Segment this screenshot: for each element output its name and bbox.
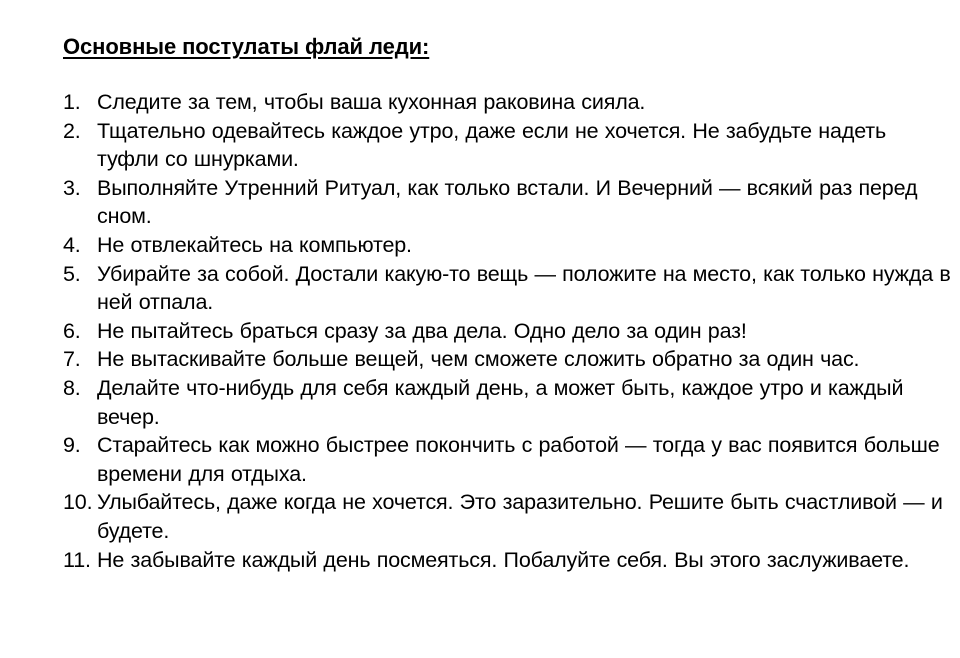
list-item — [63, 88, 952, 117]
list-item — [63, 345, 952, 374]
list-item-text: Не забывайте каждый день посмеяться. Побалуйте себя. Вы этого заслуживаете. — [97, 547, 910, 572]
list-item-number: 9. — [63, 433, 81, 458]
list-item — [63, 260, 952, 317]
list-item-number: 2. — [63, 118, 81, 143]
list-item-number: 5. — [63, 261, 81, 286]
list-item-text: Не пытайтесь браться сразу за два дела. Одно дело за один раз! — [97, 318, 747, 343]
list-item-number: 4. — [63, 232, 81, 257]
list-item-text: Старайтесь как можно быстрее покончить с работой — тогда у вас появится больше времени для отдыха. — [97, 433, 940, 486]
list-item — [63, 174, 952, 231]
list-item-text: Делайте что-нибудь для себя каждый день, а может быть, каждое утро и каждый вечер. — [97, 375, 904, 429]
list-item-number: 11. — [63, 547, 91, 572]
list-item-text: Тщательно одевайтесь каждое утро, даже если не хочется. Не забудьте надеть туфли со шнурками. — [97, 118, 887, 172]
list-item-text: Убирайте за собой. Достали какую-то вещь — положите на место, как только нужда в ней отпала. — [97, 261, 951, 315]
list-item — [63, 231, 952, 260]
list-item-number: 10. — [63, 490, 93, 515]
list-item — [63, 374, 952, 431]
list-item-text: Не вытаскивайте больше вещей, чем сможете сложить обратно за один час. — [97, 347, 860, 372]
list-item-text: Не отвлекайтесь на компьютер. — [97, 232, 412, 257]
list-item-text: Следите за тем, чтобы ваша кухонная раковина сияла. — [97, 90, 646, 114]
list-item-number: 1. — [63, 90, 81, 114]
postulates-list — [63, 88, 952, 574]
list-item — [63, 488, 952, 545]
list-item-number: 7. — [63, 347, 81, 372]
list-item-text: Выполняйте Утренний Ритуал, как только встали. И Вечерний — всякий раз перед сном. — [97, 175, 918, 229]
list-item — [63, 117, 952, 174]
list-item-number: 3. — [63, 175, 81, 200]
list-item — [63, 317, 952, 346]
list-item-number: 6. — [63, 318, 81, 343]
document-title: Основные постулаты флай леди: — [63, 34, 430, 59]
list-item-number: 8. — [63, 375, 81, 400]
list-item-text: Улыбайтесь, даже когда не хочется. Это заразительно. Решите быть счастливой — и будете. — [97, 490, 943, 543]
list-item — [63, 546, 952, 575]
list-item — [63, 431, 952, 488]
